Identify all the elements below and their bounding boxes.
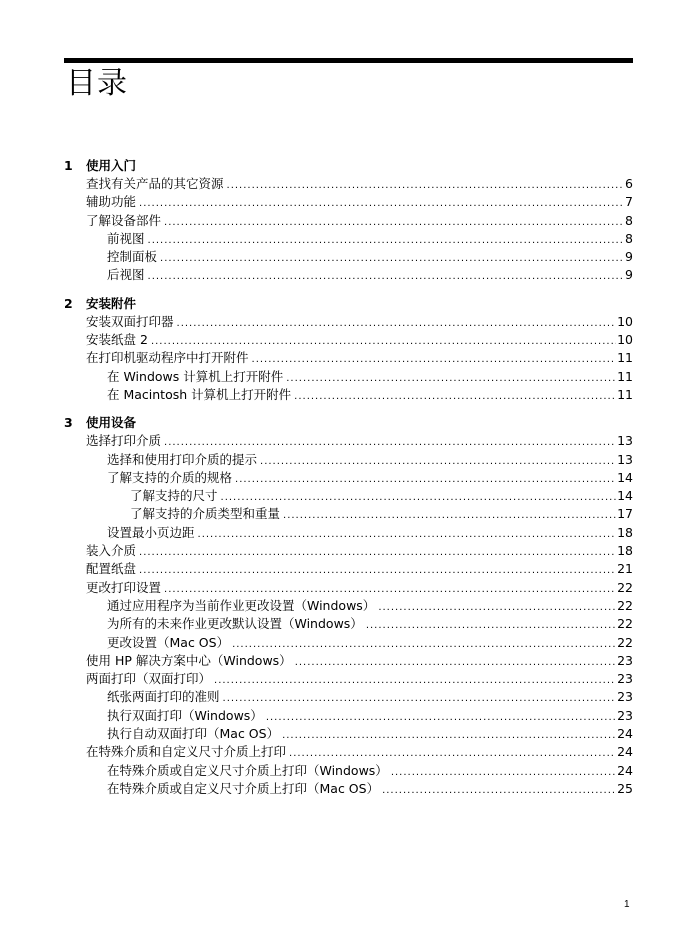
toc-entry[interactable] (64, 313, 633, 331)
toc-entry[interactable] (64, 524, 633, 542)
toc-entry-text: 为所有的未来作业更改默认设置（Windows） (107, 616, 363, 632)
dot-leader (227, 177, 625, 195)
toc-entry-page: 14 (617, 488, 633, 504)
toc-entry[interactable] (64, 707, 633, 725)
toc-entry-page: 17 (617, 506, 633, 522)
toc-entry[interactable] (64, 331, 633, 349)
toc-entry-page: 22 (617, 616, 633, 632)
toc-entry[interactable] (64, 725, 633, 743)
chapter-heading[interactable] (64, 414, 633, 432)
toc-entry-page: 11 (617, 368, 633, 384)
chapter-heading[interactable] (64, 295, 633, 313)
toc-entry[interactable] (64, 212, 633, 230)
toc-entry[interactable] (64, 193, 633, 211)
toc-entry-text: 在打印机驱动程序中打开附件 (86, 350, 249, 366)
toc-entry-page: 13 (617, 451, 633, 467)
toc-entry-page: 7 (625, 194, 633, 210)
toc-entry-text: 安装双面打印器 (86, 313, 174, 329)
toc-entry-page: 10 (617, 332, 633, 348)
dot-leader (177, 315, 617, 333)
toc-entry-page: 21 (617, 561, 633, 577)
toc-entry-page: 14 (617, 469, 633, 485)
toc-entry-page: 24 (617, 726, 633, 742)
toc-entry[interactable] (64, 597, 633, 615)
toc-entry[interactable] (64, 688, 633, 706)
toc-entry-text: 在 Macintosh 计算机上打开附件 (107, 386, 292, 402)
dot-leader (198, 526, 617, 544)
dot-leader (295, 654, 616, 672)
toc-chapter (64, 414, 633, 798)
toc-entry-page: 22 (617, 579, 633, 595)
toc-entry-text: 查找有关产品的其它资源 (86, 176, 224, 191)
toc-entry-text: 前视图 (107, 230, 145, 246)
page-number: 1 (624, 899, 630, 910)
toc-entry-text: 配置纸盘 (86, 561, 137, 577)
toc-entry-page: 22 (617, 597, 633, 613)
toc-entry-page: 24 (617, 744, 633, 760)
toc-entry[interactable] (64, 368, 633, 386)
toc-entry-page: 22 (617, 634, 633, 650)
toc-entry-page: 8 (625, 230, 633, 246)
dot-leader (260, 453, 616, 471)
toc-entry-text: 控制面板 (107, 249, 158, 265)
toc-entry-page: 6 (625, 176, 633, 191)
toc-entry[interactable] (64, 349, 633, 367)
toc-entry-page: 10 (617, 313, 633, 329)
toc-chapter (64, 157, 633, 285)
chapter-number: 3 (64, 415, 73, 431)
toc-entry[interactable] (64, 743, 633, 761)
dot-leader (214, 672, 616, 690)
toc-entry-text: 了解支持的介质的规格 (107, 469, 233, 485)
chapter-title: 安装附件 (86, 295, 137, 311)
dot-leader (286, 370, 616, 388)
toc-entry[interactable] (64, 248, 633, 266)
toc-entry-page: 9 (625, 249, 633, 265)
toc-entry[interactable] (64, 230, 633, 248)
toc-entry[interactable] (64, 175, 633, 193)
toc-entry[interactable] (64, 386, 633, 404)
toc-entry-text: 在特殊介质或自定义尺寸介质上打印（Mac OS） (107, 780, 380, 796)
toc-entry-text: 两面打印（双面打印） (86, 671, 212, 687)
dot-leader (252, 351, 617, 369)
dot-leader (283, 507, 616, 525)
toc-entry-page: 18 (617, 524, 633, 540)
dot-leader (382, 782, 616, 800)
toc-entry[interactable] (64, 652, 633, 670)
toc-chapter (64, 295, 633, 404)
toc-entry-text: 装入介质 (86, 543, 137, 559)
toc-entry-page: 18 (617, 543, 633, 559)
toc-entry-text: 后视图 (107, 267, 145, 283)
chapter-number: 2 (64, 295, 73, 311)
toc-entry[interactable] (64, 670, 633, 688)
toc-entry-text: 使用 HP 解决方案中心（Windows） (86, 652, 292, 668)
toc-entry-page: 24 (617, 762, 633, 778)
dot-leader (139, 562, 616, 580)
toc-entry[interactable] (64, 615, 633, 633)
dot-leader (282, 727, 616, 745)
toc-entry[interactable] (64, 780, 633, 798)
dot-leader (160, 250, 624, 268)
toc-entry-page: 23 (617, 689, 633, 705)
page-title: 目录 (66, 66, 128, 101)
dot-leader (266, 709, 616, 727)
toc-entry-text: 在 Windows 计算机上打开附件 (107, 368, 284, 384)
table-of-contents (64, 157, 633, 808)
toc-entry-text: 在特殊介质或自定义尺寸介质上打印（Windows） (107, 762, 388, 778)
chapter-heading[interactable] (64, 157, 633, 175)
toc-entry[interactable] (64, 762, 633, 780)
toc-entry[interactable] (64, 634, 633, 652)
toc-entry-text: 了解设备部件 (86, 212, 162, 228)
toc-entry[interactable] (64, 432, 633, 450)
toc-entry[interactable] (64, 487, 633, 505)
toc-entry-text: 设置最小页边距 (107, 524, 195, 540)
toc-entry-text: 在特殊介质和自定义尺寸介质上打印 (86, 744, 287, 760)
toc-entry-page: 11 (617, 386, 633, 402)
toc-entry-text: 更改打印设置 (86, 579, 162, 595)
toc-entry[interactable] (64, 469, 633, 487)
toc-entry-text: 安装纸盘 2 (86, 332, 148, 348)
toc-entry-page: 25 (617, 780, 633, 796)
dot-leader (139, 195, 624, 213)
toc-entry[interactable] (64, 451, 633, 469)
top-rule (64, 58, 633, 63)
toc-entry-text: 执行双面打印（Windows） (107, 707, 263, 723)
toc-entry-text: 辅助功能 (86, 194, 137, 210)
dot-leader (378, 599, 616, 617)
toc-entry-page: 13 (617, 433, 633, 449)
toc-entry[interactable] (64, 542, 633, 560)
toc-entry-page: 8 (625, 212, 633, 228)
toc-entry-page: 11 (617, 350, 633, 366)
dot-leader (148, 268, 625, 286)
toc-entry-page: 23 (617, 652, 633, 668)
dot-leader (391, 764, 616, 782)
toc-entry-text: 了解支持的尺寸 (130, 488, 218, 504)
toc-entry[interactable] (64, 505, 633, 523)
dot-leader (139, 544, 616, 562)
chapter-number: 1 (64, 158, 73, 173)
toc-entry[interactable] (64, 579, 633, 597)
dot-leader (223, 690, 617, 708)
toc-entry-text: 选择和使用打印介质的提示 (107, 451, 258, 467)
toc-entry-text: 了解支持的介质类型和重量 (130, 506, 281, 522)
toc-entry-text: 执行自动双面打印（Mac OS） (107, 726, 280, 742)
toc-entry-page: 23 (617, 671, 633, 687)
dot-leader (164, 214, 624, 232)
toc-entry-text: 通过应用程序为当前作业更改设置（Windows） (107, 597, 376, 613)
toc-entry[interactable] (64, 266, 633, 284)
toc-entry-text: 纸张两面打印的准则 (107, 689, 220, 705)
toc-entry-page: 9 (625, 267, 633, 283)
chapter-title: 使用设备 (86, 415, 137, 431)
toc-entry-page: 23 (617, 707, 633, 723)
dot-leader (148, 232, 625, 250)
dot-leader (294, 388, 616, 406)
toc-entry-text: 更改设置（Mac OS） (107, 634, 230, 650)
chapter-title: 使用入门 (86, 158, 137, 173)
toc-entry-text: 选择打印介质 (86, 433, 162, 449)
dot-leader (366, 617, 616, 635)
dot-leader (235, 471, 616, 489)
toc-entry[interactable] (64, 560, 633, 578)
